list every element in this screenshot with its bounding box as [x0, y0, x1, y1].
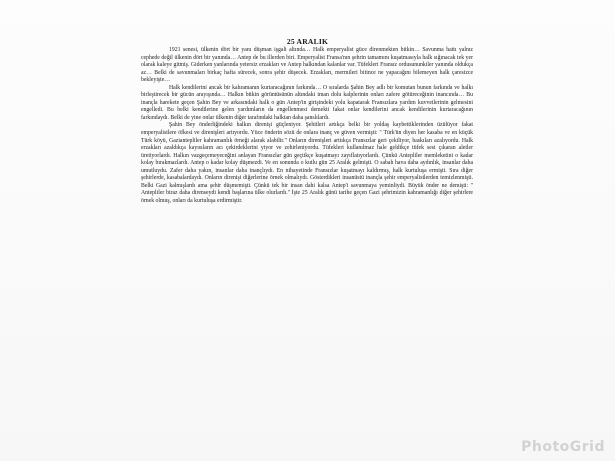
paragraph-2: Halk kendilerini ancak bir kahramanın kurtaracağının farkında… O sıralarda Şahin Bey adlı bir komutan bunun farkında ve halkı birleştirecek bir gücün arayışında… Halkın bitkin görüntüsünün altındaki iman dolu kalplerinin onları zafere götüreceğinin inancında… Bu inançla harekete geçen Şahin Bey ve arkasındaki halk o gün Antep'in girişindeki yolu kapatarak Fransızlara yardım kuvvetlerinin gelmesini engelledi. Bu belki kendilerine gelen yardımların da engellenmesi demekti fakat onlar kendilerini ancak kendilerinin kurtaracağının farkındaydı. Belki de yine onlar ülkenin diğer tarafındaki halktan daha şanslılardı. — [141, 84, 473, 121]
document-title: 25 ARALIK — [286, 37, 329, 46]
paragraph-1: 1921 senesi, ülkenin dört bir yanı düşman işgali altında… Halk emperyalist güce direnmekten bitkin… Savunma hattı yalnız cephede değil ülkenin dört bir yanında… Antep de bu illerden biri. Emperyalist Fransa'nın şehrin tamamını kuşatmasıyla halk sığınacak tek yer olarak kaleye gitmiş. Giderken yanlarında yetersiz erzakları ve Antep halkından kalanlar var. Tüfekleri Fransız ordusununkiler yanında oldukça az… Belki de savunmaları birkaç hafta sürecek, sonra şehir düşecek. Erzakları, mermileri bitince ne yapacağını bilemeyen halk çaresizce bekleyişte… — [141, 47, 473, 84]
paragraph-3: Şahin Bey önderliğindeki halkın direnişi güçleniyor. Şehitleri artıkça belki bir yoldaş kaybettiklerinden üzülüyor fakat emperyalistlere öfkesi ve direnişleri artıyordu. Yüce önderin sözü de onlara inanç ve güven vermişti: " Türk'ün diyen her kasaba ve en küçük Türk köyü, Gaziantepliler kahramanlık örneği alarak alabilir." Onların direnişleri arttıkça Fransızlar geri çekiliyor, baskıları azalıyordu. Halk erzakları azaldıkça kayısıların acı çekirdeklerini yiyor ve zehirleniyordu. Tüfekleri kullanılmaz hale geldikçe tüfek sesi çıkaran aletler üretiyorlardı. Halkın vazgeçemeyeceğini anlayan Fransızlar gün geçtikçe kuşatmayı zayıflatıyorlardı. Çünkü Antepliler memleketini o kadar kolay bırakmazlardı. Antep o kadar kolay düşmezdi. Ve en sonunda o kutlu gün 25 Aralık gelmişti. O sabah hava daha aydınlık, insanlar daha umutluydu. Zafer daha yakın, insanlar daha inançlıydı. En nihayetinde Fransızlar kuşatmayı kaldırmış, halk kurtuluşa ermişti. Sıra diğer şehirlerde, kasabalardaydı. Onların direnişi diğerlerine örnek olmalıydı. Gösterdikleri insanüstü inançla şehir emperyalistlerden temizlenmişti. Belki Gazi kalmışlardı ama şehir düşmemişti. Çünkü tek bir insan dahi kalsa Antep'i savunmaya yeminliydi. Büyük önder ne demişti: " Antepliler biraz daha direnseydi kendi başlarına ülke olurlardı." İşte 25 Aralık günü tarihe geçen Gazi şehrimizin kahramanlığı diğer şehirlere örnek olmuş, onları da kurtuluşa erdirmiştir. — [141, 122, 473, 204]
document-body — [141, 47, 473, 205]
photogrid-watermark: PhotoGrid — [521, 439, 605, 455]
